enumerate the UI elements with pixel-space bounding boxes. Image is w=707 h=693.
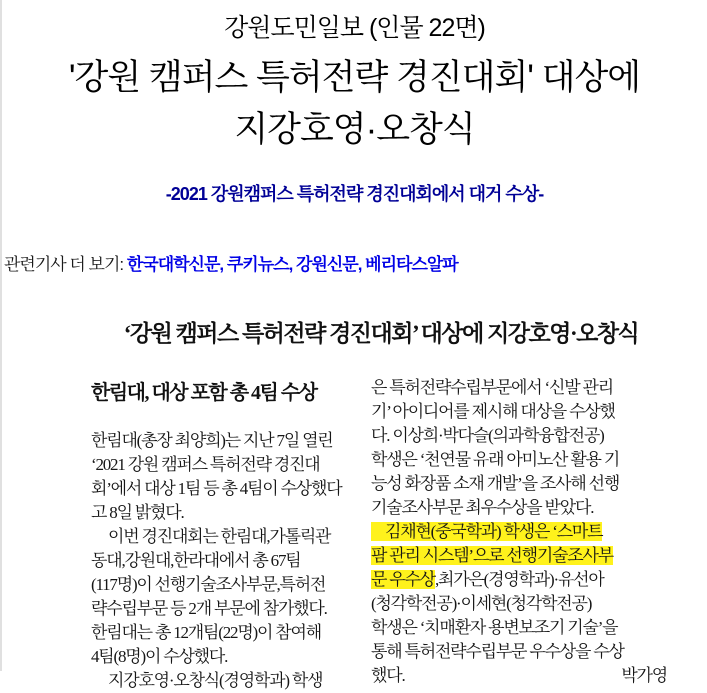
- article-line: 고 8일 밝혔다.: [91, 503, 184, 522]
- related-prefix: 관련기사 더 보기:: [4, 255, 127, 274]
- article-line-highlighted: [371, 520, 671, 544]
- article-line: 략수립부문 등 2개 부문에 참가했다.: [91, 599, 327, 618]
- related-separator: ,: [219, 255, 227, 274]
- article-line: 한림대(총장 최양희)는 지난 7일 열린: [91, 431, 333, 450]
- article-line-text: ,최가은(경영학과)·유선아: [434, 570, 604, 589]
- article-line: 은 특허전략수립부문에서 ‘신발 관리: [371, 378, 613, 397]
- article-line: 기’ 아이디어를 제시해 대상을 수상했: [371, 402, 615, 421]
- article-line: 회’에서 대상 1팀 등 총 4팀이 수상했다: [91, 479, 342, 498]
- related-separator: ,: [357, 255, 366, 274]
- article-line: 기술조사부문 최우수상을 받았다.: [371, 498, 594, 517]
- subtitle: -2021 강원캠퍼스 특허전략 경진대회에서 대거 수상-: [165, 184, 544, 204]
- article-line-highlighted: [371, 544, 671, 568]
- article-line: 동대,강원대,한라대에서 총 67팀: [91, 551, 301, 570]
- article-line: 다. 이상희·박다슬(의과학융합전공): [371, 426, 604, 445]
- byline: 박가영: [621, 666, 667, 685]
- article-line: ‘2021 강원 캠퍼스 특허전략 경진대: [91, 455, 320, 474]
- related-link-kukinews[interactable]: 쿠키뉴스: [226, 255, 289, 274]
- related-links-row: [2, 250, 707, 275]
- article-line: 4팀(8명)이 수상했다.: [91, 647, 228, 666]
- article-line: 통해 특허전략수립부문 우수상을 수상: [371, 642, 624, 661]
- article-line: 학생은 ‘천연물 유래 아미노산 활용 기: [371, 450, 620, 469]
- article-columns: [91, 376, 671, 693]
- article-line: 한림대는 총 12개팀(22명)이 참여해: [91, 623, 321, 642]
- article-line-highlighted: [371, 568, 671, 592]
- article-right-column: [371, 376, 671, 693]
- main-headline-line1: '강원 캠퍼스 특허전략 경진대회' 대상에: [68, 58, 641, 97]
- article-line: 능성 화장품 소재 개발’을 조사해 선행: [371, 474, 620, 493]
- related-link-kangwonsinmun[interactable]: 강원신문: [296, 255, 358, 274]
- highlight-text: 김채현(중국학과) 학생은 ‘스마트: [371, 522, 602, 541]
- article-line: 이번 경진대회는 한림대,가톨릭관: [108, 527, 331, 546]
- article-clipping: [91, 315, 671, 693]
- article-line: (청각학전공)·이세현(청각학전공): [371, 594, 592, 613]
- article-line-text: 했다.: [371, 666, 405, 685]
- article-line: 지강호영·오창식(경영학과) 학생: [108, 671, 323, 690]
- related-link-hankookdaehak[interactable]: 한국대학신문: [126, 255, 220, 274]
- article-last-line: [371, 664, 671, 688]
- article-left-column: [91, 376, 363, 693]
- article-headline: ‘강원 캠퍼스 특허전략 경진대회’ 대상에 지강호영·오창식: [123, 321, 639, 346]
- article-line: (117명)이 선행기술조사부문,특허전: [91, 575, 326, 594]
- newspaper-clipping-page: [2, 0, 707, 690]
- related-link-veritasalpha[interactable]: 베리타스알파: [365, 255, 458, 274]
- main-headline: [2, 52, 707, 156]
- article-line: 학생은 ‘치매환자 용변보조기 기술’을: [371, 618, 618, 637]
- source-title: 강원도민일보 (인물 22면): [224, 14, 485, 42]
- related-separator: ,: [288, 255, 297, 274]
- highlight-text: 팜 관리 시스템’으로 선행기술조사부: [371, 546, 613, 565]
- article-subhead: 한림대, 대상 포함 총 4팀 수상: [91, 382, 317, 404]
- main-headline-line2: 지강호영·오창식: [234, 110, 475, 149]
- highlight-text: 문 우수상: [371, 570, 435, 589]
